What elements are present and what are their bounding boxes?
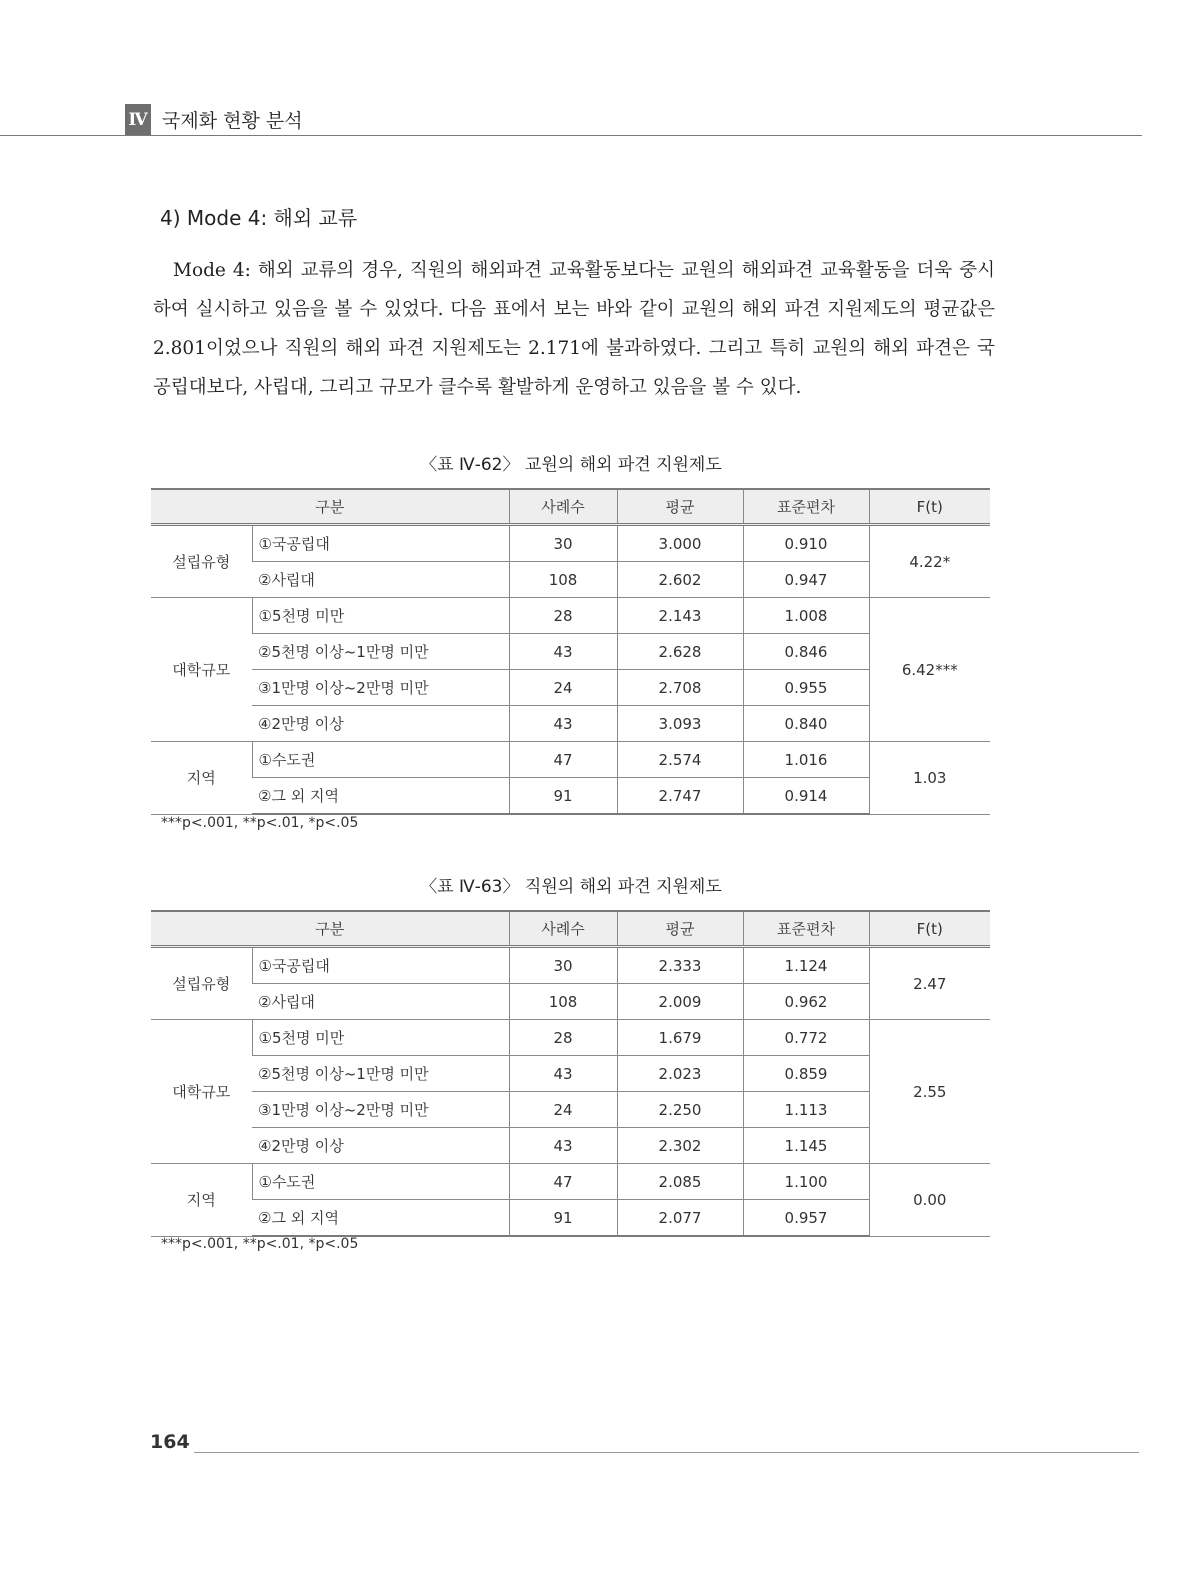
- row-item: ①수도권: [252, 742, 509, 778]
- table-row: [151, 1092, 990, 1128]
- table1-header-sd: 표준편차: [743, 489, 869, 525]
- row-mean: 3.000: [617, 525, 743, 562]
- group-label: 지역: [151, 742, 252, 815]
- row-sd: 1.145: [743, 1128, 869, 1164]
- row-item: ③1만명 이상~2만명 미만: [252, 1092, 509, 1128]
- row-mean: 2.302: [617, 1128, 743, 1164]
- row-mean: 3.093: [617, 706, 743, 742]
- row-sd: 0.846: [743, 634, 869, 670]
- group-label: 지역: [151, 1164, 252, 1237]
- table1-header-f: F(t): [869, 489, 990, 525]
- table1-caption: 〈표 Ⅳ-62〉 교원의 해외 파견 지원제도: [420, 455, 722, 475]
- table2-header-n: 사례수: [509, 911, 617, 947]
- table-row: [151, 778, 990, 815]
- table-row: [151, 1056, 990, 1092]
- row-item: ①5천명 미만: [252, 598, 509, 634]
- table-row: [151, 562, 990, 598]
- table1: [151, 488, 990, 815]
- row-mean: 2.085: [617, 1164, 743, 1200]
- table1-header-category: 구분: [151, 489, 509, 525]
- row-sd: 0.840: [743, 706, 869, 742]
- table-row: [151, 706, 990, 742]
- table-row: [151, 742, 990, 778]
- row-n: 30: [509, 947, 617, 984]
- row-n: 47: [509, 742, 617, 778]
- table-row: [151, 670, 990, 706]
- row-n: 30: [509, 525, 617, 562]
- row-sd: 0.910: [743, 525, 869, 562]
- table-row: [151, 1164, 990, 1200]
- row-sd: 0.962: [743, 984, 869, 1020]
- row-sd: 0.955: [743, 670, 869, 706]
- row-item: ②5천명 이상~1만명 미만: [252, 634, 509, 670]
- row-n: 47: [509, 1164, 617, 1200]
- row-mean: 2.602: [617, 562, 743, 598]
- row-sd: 0.947: [743, 562, 869, 598]
- row-item: ④2만명 이상: [252, 1128, 509, 1164]
- table1-header-n: 사례수: [509, 489, 617, 525]
- row-mean: 2.574: [617, 742, 743, 778]
- row-sd: 1.124: [743, 947, 869, 984]
- group-label: 설립유형: [151, 947, 252, 1020]
- table-row: [151, 947, 990, 984]
- row-mean: 2.023: [617, 1056, 743, 1092]
- table-row: [151, 1020, 990, 1056]
- group-f-value: 6.42***: [869, 598, 990, 742]
- table2: [151, 910, 990, 1237]
- row-mean: 2.333: [617, 947, 743, 984]
- chapter-title: 국제화 현황 분석: [162, 110, 303, 132]
- page-number: 164: [150, 1431, 190, 1453]
- group-f-value: 1.03: [869, 742, 990, 815]
- group-f-value: 2.47: [869, 947, 990, 1020]
- group-f-value: 2.55: [869, 1020, 990, 1164]
- table-row: [151, 598, 990, 634]
- row-mean: 2.250: [617, 1092, 743, 1128]
- table-row: [151, 634, 990, 670]
- row-item: ①국공립대: [252, 947, 509, 984]
- row-n: 43: [509, 634, 617, 670]
- row-mean: 2.009: [617, 984, 743, 1020]
- header-rule: [0, 135, 1142, 136]
- row-item: ③1만명 이상~2만명 미만: [252, 670, 509, 706]
- group-f-value: 0.00: [869, 1164, 990, 1237]
- row-sd: 1.008: [743, 598, 869, 634]
- row-mean: 2.143: [617, 598, 743, 634]
- group-label: 대학규모: [151, 598, 252, 742]
- table-row: [151, 1128, 990, 1164]
- row-n: 28: [509, 1020, 617, 1056]
- row-mean: 2.628: [617, 634, 743, 670]
- row-n: 43: [509, 1128, 617, 1164]
- row-n: 108: [509, 562, 617, 598]
- row-n: 91: [509, 778, 617, 815]
- body-paragraph: Mode 4: 해외 교류의 경우, 직원의 해외파견 교육활동보다는 교원의 해외파견 교육활동을 더욱 중시하여 실시하고 있음을 볼 수 있었다. 다음 표에서 보는 바와 같이 교원의 해외 파견 지원제도의 평균값은 2.801이었으나 직원의 해외 파견 지원제도는 2.171에 불과하였다. 그리고 특히 교원의 해외 파견은 국공립대보다, 사립대, 그리고 규모가 클수록 활발하게 운영하고 있음을 볼 수 있다.: [153, 260, 995, 398]
- row-n: 24: [509, 1092, 617, 1128]
- table1-header-row: [151, 489, 990, 525]
- row-mean: 2.708: [617, 670, 743, 706]
- group-f-value: 4.22*: [869, 525, 990, 598]
- row-item: ②그 외 지역: [252, 1200, 509, 1237]
- table2-header-f: F(t): [869, 911, 990, 947]
- row-sd: 1.100: [743, 1164, 869, 1200]
- group-label: 대학규모: [151, 1020, 252, 1164]
- row-mean: 2.077: [617, 1200, 743, 1237]
- row-item: ①국공립대: [252, 525, 509, 562]
- row-item: ①5천명 미만: [252, 1020, 509, 1056]
- row-item: ②사립대: [252, 562, 509, 598]
- row-item: ②5천명 이상~1만명 미만: [252, 1056, 509, 1092]
- row-sd: 0.914: [743, 778, 869, 815]
- table2-header-sd: 표준편차: [743, 911, 869, 947]
- row-sd: 1.113: [743, 1092, 869, 1128]
- row-sd: 1.016: [743, 742, 869, 778]
- row-sd: 0.957: [743, 1200, 869, 1237]
- table1-header-mean: 평균: [617, 489, 743, 525]
- chapter-number-badge: Ⅳ: [125, 104, 151, 136]
- row-n: 28: [509, 598, 617, 634]
- row-sd: 0.859: [743, 1056, 869, 1092]
- row-mean: 1.679: [617, 1020, 743, 1056]
- row-mean: 2.747: [617, 778, 743, 815]
- row-item: ②그 외 지역: [252, 778, 509, 815]
- row-sd: 0.772: [743, 1020, 869, 1056]
- table2-header-category: 구분: [151, 911, 509, 947]
- row-n: 24: [509, 670, 617, 706]
- table-row: [151, 525, 990, 562]
- row-n: 108: [509, 984, 617, 1020]
- row-item: ②사립대: [252, 984, 509, 1020]
- row-item: ①수도권: [252, 1164, 509, 1200]
- row-n: 43: [509, 706, 617, 742]
- table1-significance-note: ***p<.001, **p<.01, *p<.05: [161, 815, 359, 831]
- footer-rule: [194, 1452, 1139, 1453]
- table-row: [151, 984, 990, 1020]
- section-heading: 4) Mode 4: 해외 교류: [160, 206, 358, 230]
- table2-header-row: [151, 911, 990, 947]
- row-n: 43: [509, 1056, 617, 1092]
- table-row: [151, 1200, 990, 1237]
- table2-significance-note: ***p<.001, **p<.01, *p<.05: [161, 1236, 359, 1252]
- table2-caption: 〈표 Ⅳ-63〉 직원의 해외 파견 지원제도: [420, 877, 722, 897]
- table2-header-mean: 평균: [617, 911, 743, 947]
- row-n: 91: [509, 1200, 617, 1237]
- row-item: ④2만명 이상: [252, 706, 509, 742]
- group-label: 설립유형: [151, 525, 252, 598]
